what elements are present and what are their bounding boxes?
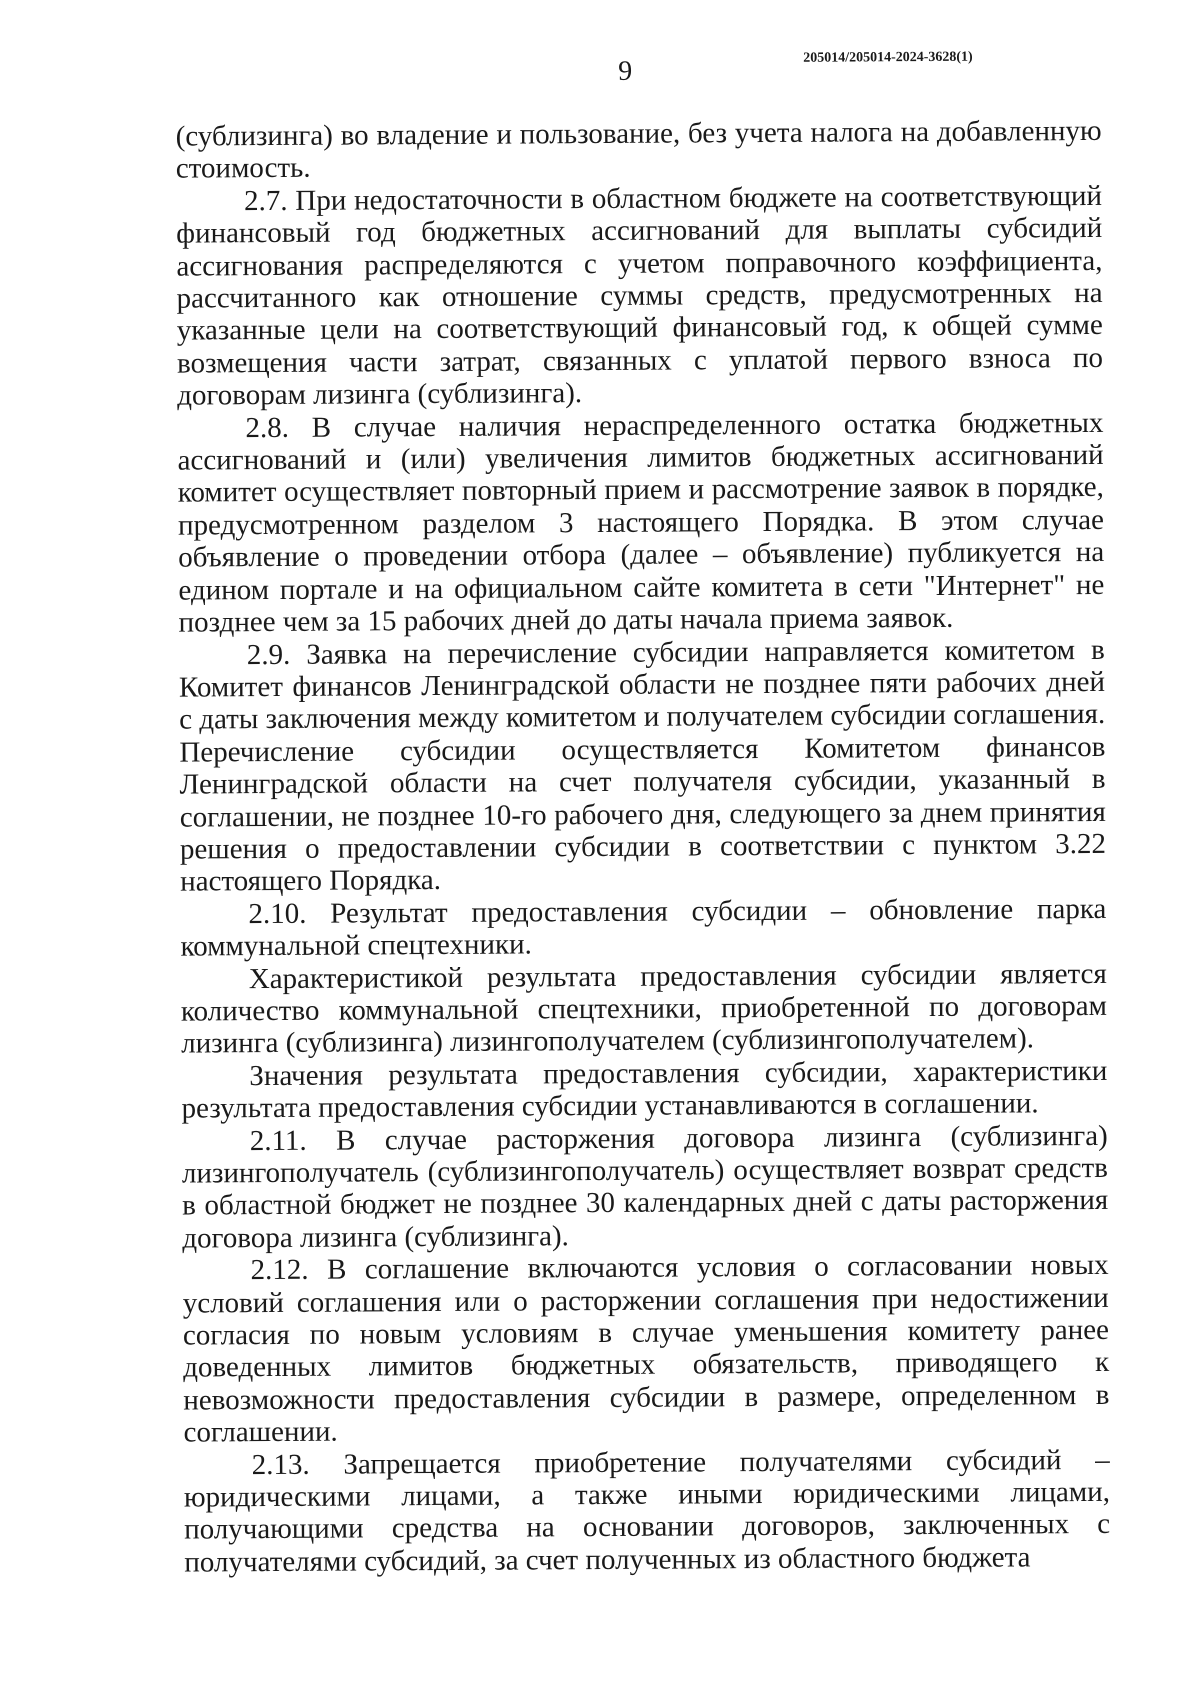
paragraph-2-13: 2.13. Запрещается приобретение получателями субсидий – юридическими лицами, а также иными юридическими лицами, получающими средства на основании договоров, заключенных с получателями субсидий, за счет полученных из областного бюджета <box>183 1443 1111 1579</box>
paragraph-2-10-characteristic: Характеристикой результата предоставления субсидии является количество коммунальной спецтехники, приобретенной по договорам лизинга (сублизинга) лизингополучателем (сублизингополучателем). <box>180 957 1108 1060</box>
paragraph-2-8: 2.8. В случае наличия нераспределенного остатка бюджетных ассигнований и (или) увеличения лимитов бюджетных ассигнований комитет осуществляет повторный прием и рассмотрение заявок в порядке, предусмотренном разделом 3 настоящего Порядка. В этом случае объявление о проведении отбора (далее – объявление) публикуется на едином портале и на официальном сайте комитета в сети "Интернет" не позднее чем за 15 рабочих дней до даты начала приема заявок. <box>177 406 1105 639</box>
paragraph-2-11: 2.11. В случае расторжения договора лизинга (сублизинга) лизингополучатель (сублизингополучатель) осуществляет возврат средств в областной бюджет не позднее 30 календарных дней с даты расторжения договора лизинга (сублизинга). <box>181 1119 1109 1255</box>
document-id: 205014/205014-2024-3628(1) <box>803 49 973 66</box>
document-body <box>176 115 1111 1579</box>
page-number: 9 <box>618 55 633 87</box>
paragraph-2-7: 2.7. При недостаточности в областном бюджете на соответствующий финансовый год бюджетных ассигнований для выплаты субсидий ассигнования распределяются с учетом поправочного коэффициента, рассчитанного как отношение суммы средств, предусмотренных на указанные цели на соответствующий финансовый год, к общей сумме возмещения части затрат, связанных с уплатой первого взноса по договорам лизинга (сублизинга). <box>176 179 1104 412</box>
paragraph-continuation: (сублизинга) во владение и пользование, без учета налога на добавленную стоимость. <box>175 114 1102 185</box>
paragraph-2-10-values: Значения результата предоставления субсидии, характеристики результата предоставления субсидии устанавливаются в соглашении. <box>181 1054 1108 1125</box>
paragraph-2-9: 2.9. Заявка на перечисление субсидии направляется комитетом в Комитет финансов Ленинградской области не позднее пяти рабочих дней с даты заключения между комитетом и получателем субсидии соглашения. Перечисление субсидии осуществляется Комитетом финансов Ленинградской области на счет получателя субсидии, указанный в соглашении, не позднее 10-го рабочего дня, следующего за днем принятия решения о предоставлении субсидии в соответствии с пунктом 3.22 настоящего Порядка. <box>178 633 1107 898</box>
paragraph-2-12: 2.12. В соглашение включаются условия о согласовании новых условий соглашения или о расторжении соглашения при недостижении согласия по новым условиям в случае уменьшения комитету ранее доведенных лимитов бюджетных обязательств, приводящего к невозможности предоставления субсидии в размере, определенном в соглашении. <box>182 1249 1110 1449</box>
paragraph-2-10: 2.10. Результат предоставления субсидии – обновление парка коммунальной спецтехники. <box>180 892 1107 963</box>
